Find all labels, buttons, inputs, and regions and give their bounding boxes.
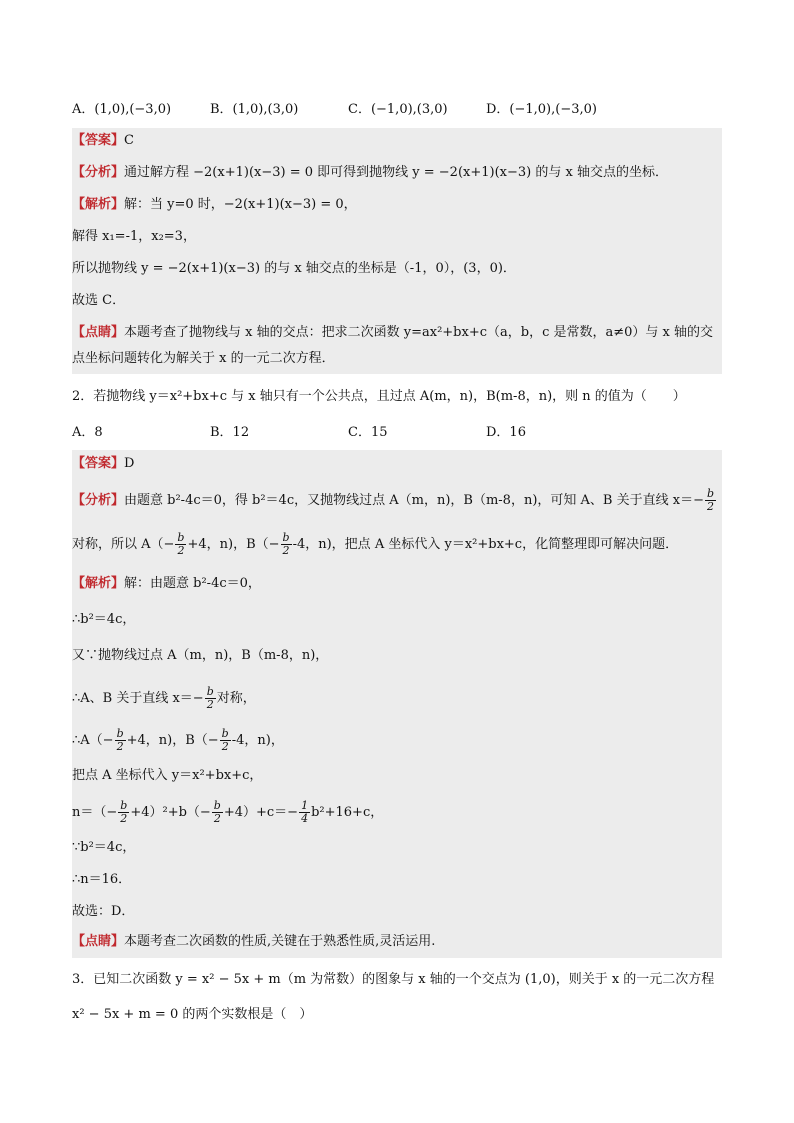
q2-analysis-line-1 (72, 488, 722, 513)
fraction-denominator: 2 (120, 812, 128, 825)
q2-analysis-line-2 (72, 532, 722, 557)
fraction-b-over-2 (115, 728, 126, 753)
q2-solution-line-9: ∴n＝16． (72, 872, 132, 887)
comment-text: 本题考查二次函数的性质,关键在于熟悉性质,灵活运用. (124, 934, 436, 949)
fraction-denominator: 2 (221, 740, 229, 753)
analysis-tag: 【分析】 (72, 165, 125, 180)
comment-tag: 【点睛】 (72, 325, 125, 340)
fraction-b-over-2 (281, 532, 292, 557)
solution-text: 解：当 y=0 时，−2(x+1)(x−3) = 0， (124, 197, 357, 212)
fraction-numerator: b (706, 487, 715, 500)
solution-text: b²+16+c， (311, 805, 384, 820)
q1-solution-line-1 (72, 195, 722, 215)
q2-solution-line-1 (72, 574, 722, 594)
q2-option-a: A．8 (72, 425, 103, 440)
q1-solution-line-3: 所以抛物线 y = −2(x+1)(x−3) 的与 x 轴交点的坐标是（-1，0），(3，0)． (72, 261, 516, 276)
fraction-numerator: b (177, 531, 185, 544)
q1-analysis (72, 163, 722, 183)
fraction-numerator: b (116, 727, 124, 740)
q2-solution-line-7 (72, 800, 722, 825)
q1-option-c: C．(−1,0),(3,0) (348, 102, 448, 117)
q2-solution-line-4 (72, 686, 722, 711)
fraction-denominator: 2 (213, 812, 221, 825)
fraction-b-over-2 (205, 686, 216, 711)
solution-text: ∴A、B 关于直线 x＝− (72, 691, 204, 706)
fraction-b-over-2 (212, 800, 223, 825)
q2-solution-line-2: ∴b²＝4c， (72, 612, 136, 627)
q1-comment-line-2: 点坐标问题转化为解关于 x 的一元二次方程． (72, 351, 335, 366)
solution-text: 对称， (216, 691, 256, 706)
q1-solution-line-4: 故选 C． (72, 293, 126, 308)
fraction-denominator: 2 (206, 698, 214, 711)
fraction-denominator: 2 (116, 740, 124, 753)
solution-text: +4，n)，B（− (126, 733, 219, 748)
fraction-numerator: 1 (301, 799, 309, 812)
analysis-text: 通过解方程 −2(x+1)(x−3) = 0 即可得到抛物线 y = −2(x+1)(x−3) 的与 x 轴交点的坐标． (124, 165, 668, 180)
q2-solution-line-6: 把点 A 坐标代入 y＝x²+bx+c， (72, 768, 263, 783)
fraction-b-over-2 (118, 800, 129, 825)
solution-text: +4）²+b（− (130, 805, 211, 820)
answer-value: C (124, 133, 134, 148)
q1-option-d: D．(−1,0),(−3,0) (486, 102, 597, 117)
solution-text: ∴A（− (72, 733, 114, 748)
answer-tag: 【答案】 (72, 133, 125, 148)
fraction-b-over-2 (220, 728, 231, 753)
fraction-denominator: 2 (282, 544, 290, 557)
fraction-1-over-4 (299, 800, 310, 825)
q2-solution-line-10: 故选：D． (72, 904, 135, 919)
analysis-text: 由题意 b²-4c＝0，得 b²＝4c，又抛物线过点 A（m，n)，B（m-8，n)，可知 A、B 关于直线 x＝− (124, 493, 704, 508)
q2-answer (72, 454, 722, 474)
q1-option-b: B．(1,0),(3,0) (210, 102, 299, 117)
analysis-text: -4，n)，把点 A 坐标代入 y＝x²+bx+c，化简整理即可解决问题． (292, 537, 679, 552)
fraction-numerator: b (213, 799, 221, 812)
fraction-numerator: b (120, 799, 128, 812)
solution-text: n＝（− (72, 805, 118, 820)
fraction-denominator: 2 (706, 500, 714, 513)
answer-value: D (124, 456, 135, 471)
q2-solution-line-5 (72, 728, 722, 753)
q2-stem: 2．若抛物线 y＝x²+bx+c 与 x 轴只有一个公共点，且过点 A(m，n)，B(m-8，n)，则 n 的值为（ ） (72, 389, 686, 404)
solution-tag: 【解析】 (72, 197, 125, 212)
analysis-text: +4，n)，B（− (187, 537, 280, 552)
answer-tag: 【答案】 (72, 456, 125, 471)
q2-option-b: B．12 (210, 425, 250, 440)
fraction-numerator: b (221, 727, 229, 740)
solution-tag: 【解析】 (72, 576, 125, 591)
analysis-tag: 【分析】 (72, 493, 125, 508)
comment-text: 本题考查了抛物线与 x 轴的交点：把求二次函数 y=ax²+bx+c（a，b，c 是常数，a≠0）与 x 轴的交 (124, 325, 713, 340)
fraction-denominator: 4 (301, 812, 309, 825)
q2-option-d: D．16 (486, 425, 526, 440)
fraction-numerator: b (282, 531, 290, 544)
fraction-b-over-2 (705, 488, 716, 513)
fraction-numerator: b (206, 685, 214, 698)
q1-answer (72, 131, 722, 151)
q2-solution-line-8: ∵b²＝4c， (72, 840, 136, 855)
analysis-text: 对称，所以 A（− (72, 537, 175, 552)
q2-solution-line-3: 又∵抛物线过点 A（m，n)，B（m-8，n)， (72, 648, 329, 663)
q2-comment (72, 932, 722, 952)
q1-option-a: A．(1,0),(−3,0) (72, 102, 172, 117)
comment-tag: 【点睛】 (72, 934, 125, 949)
fraction-b-over-2 (175, 532, 186, 557)
solution-text: -4，n)， (231, 733, 284, 748)
q1-comment-line-1 (72, 323, 722, 343)
q1-solution-line-2: 解得 x₁=-1，x₂=3， (72, 229, 196, 244)
q2-option-c: C．15 (348, 425, 388, 440)
q3-stem-line-2: x² − 5x + m = 0 的两个实数根是（ ） (72, 1007, 313, 1022)
q3-stem-line-1: 3．已知二次函数 y = x² − 5x + m（m 为常数）的图象与 x 轴的一个交点为 (1,0)，则关于 x 的一元二次方程 (72, 972, 715, 987)
solution-text: +4）+c＝− (223, 805, 299, 820)
fraction-denominator: 2 (177, 544, 185, 557)
solution-text: 解：由题意 b²-4c＝0， (124, 576, 261, 591)
